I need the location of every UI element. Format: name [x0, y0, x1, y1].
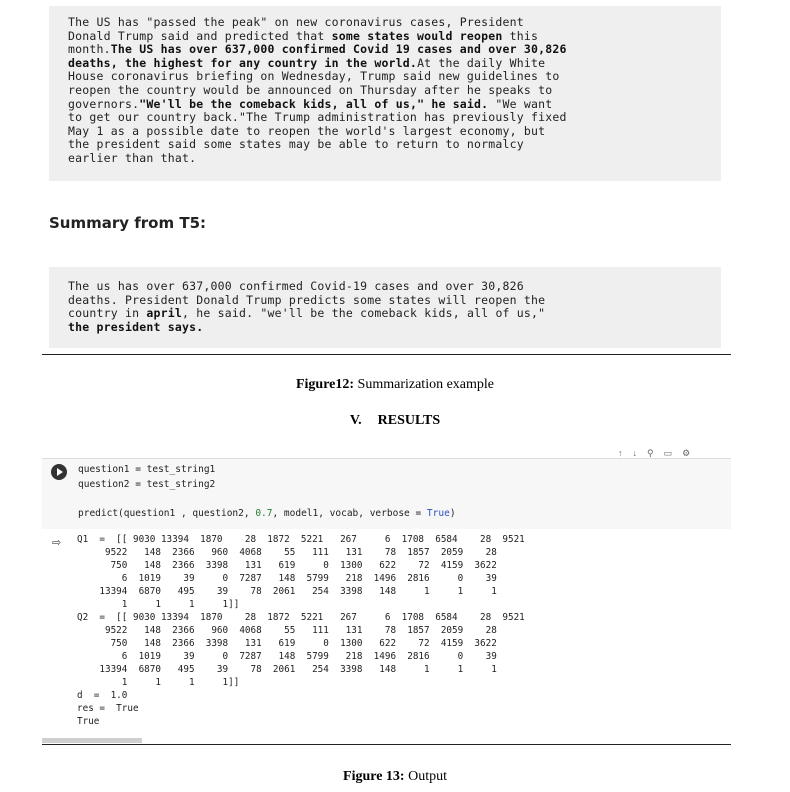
- article-bold: The US has over 637,000 confirmed Covid 19 cases and over 30,826: [110, 42, 567, 57]
- divider: [42, 354, 731, 355]
- code-line[interactable]: [78, 508, 456, 519]
- article-bold: deaths, the highest for any country in the world.: [68, 55, 418, 70]
- article-line: Donald Trump said and predicted that: [68, 28, 332, 43]
- article-line: to get our country back."The Trump administration has previously fixed: [68, 110, 567, 125]
- caption-text: Output: [404, 769, 447, 784]
- down-arrow-icon[interactable]: ↓: [632, 448, 637, 458]
- figure12-caption: [0, 377, 790, 393]
- horizontal-scrollbar[interactable]: [42, 738, 142, 743]
- caption-label: Figure 13:: [343, 769, 405, 784]
- summary-bold: april: [146, 306, 182, 321]
- article-line: At the daily White: [417, 55, 546, 70]
- code-line[interactable]: question2 = test_string2: [78, 479, 216, 490]
- code-text: ): [449, 508, 456, 519]
- article-line: this: [502, 28, 539, 43]
- section-number: V.: [349, 413, 362, 428]
- summary-line: country in: [68, 306, 147, 321]
- code-number: 0.7: [255, 508, 273, 519]
- article-line: the president said some states may be able to return to normalcy: [68, 137, 524, 152]
- article-line: month.: [68, 42, 111, 57]
- article-line: The US has "passed the peak" on new coronavirus cases, President: [68, 15, 524, 29]
- link-icon[interactable]: ⚲: [647, 448, 654, 458]
- divider: [42, 744, 731, 745]
- summary-line: The us has over 637,000 confirmed Covid-19 cases and over 30,826: [68, 279, 524, 293]
- section-heading: [0, 413, 790, 429]
- article-line: House coronavirus briefing on Wednesday, Trump said new guidelines to: [68, 69, 560, 84]
- code-text: predict(question1 , question2,: [78, 508, 256, 519]
- up-arrow-icon[interactable]: ↑: [618, 448, 623, 458]
- source-article-box: [49, 6, 721, 181]
- article-line: earlier than that.: [68, 150, 197, 165]
- figure13-caption: [0, 769, 790, 785]
- output-text: Q1 = [[ 9030 13394 1870 28 1872 5221 267 6 1708 6584 28 9521 9522 148 2366 960 4068 55 111 131 78 1857 2059 28 750 148 2366 3398 131 619 0 1300 622 72 4159 3622 6 1019 39 0 7287 148 5799 218 1496 2816 0 39 13394 6870 495 39 78 2061 254 3398 148 1 1 1 1 1 1 1]] Q2 = [[ 9030 13394 1870 28 1872 5221 267 6 1708 6584 28 9521 9522 148 2366 960 4068 55 111 131 78 1857 2059 28 750 148 2366 3398 131 619 0 1300 622 72 4159 3622 6 1019 39 0 7287 148 5799 218 1496 2816 0 39 13394 6870 495 39 78 2061 254 3398 148 1 1 1 1 1 1 1]] d = 1.0 res = True True: [77, 534, 525, 727]
- code-cell[interactable]: [42, 458, 731, 529]
- settings-icon[interactable]: ⚙: [682, 448, 691, 458]
- summary-line: , he said. "we'll be the comeback kids, all of us,": [182, 306, 546, 321]
- caption-label: Figure12:: [295, 377, 355, 392]
- run-cell-icon[interactable]: [51, 464, 67, 480]
- article-bold: some states would reopen: [331, 28, 503, 43]
- cell-output: [42, 533, 731, 733]
- code-text: , model1, vocab, verbose =: [272, 508, 427, 519]
- cell-toolbar: [618, 448, 728, 458]
- article-line: governors.: [68, 96, 140, 111]
- summary-line: deaths. President Donald Trump predicts some states will reopen the: [68, 292, 546, 307]
- code-keyword: True: [426, 508, 450, 519]
- summary-bold: the president says.: [68, 319, 204, 334]
- article-line: "We want: [488, 96, 553, 111]
- comment-icon[interactable]: ▭: [663, 448, 673, 458]
- article-bold: "We'll be the comeback kids, all of us," he said.: [139, 96, 489, 111]
- caption-text: Summarization example: [354, 377, 495, 392]
- output-icon[interactable]: ⇨: [52, 537, 62, 549]
- summary-box: [49, 267, 721, 348]
- article-line: reopen the country would be announced on Thursday after he speaks to: [68, 82, 553, 97]
- code-line[interactable]: question1 = test_string1: [78, 464, 216, 475]
- article-line: May 1 as a possible date to reopen the world's largest economy, but: [68, 123, 546, 138]
- summary-heading: Summary from T5:: [49, 214, 207, 232]
- section-title: RESULTS: [377, 413, 441, 428]
